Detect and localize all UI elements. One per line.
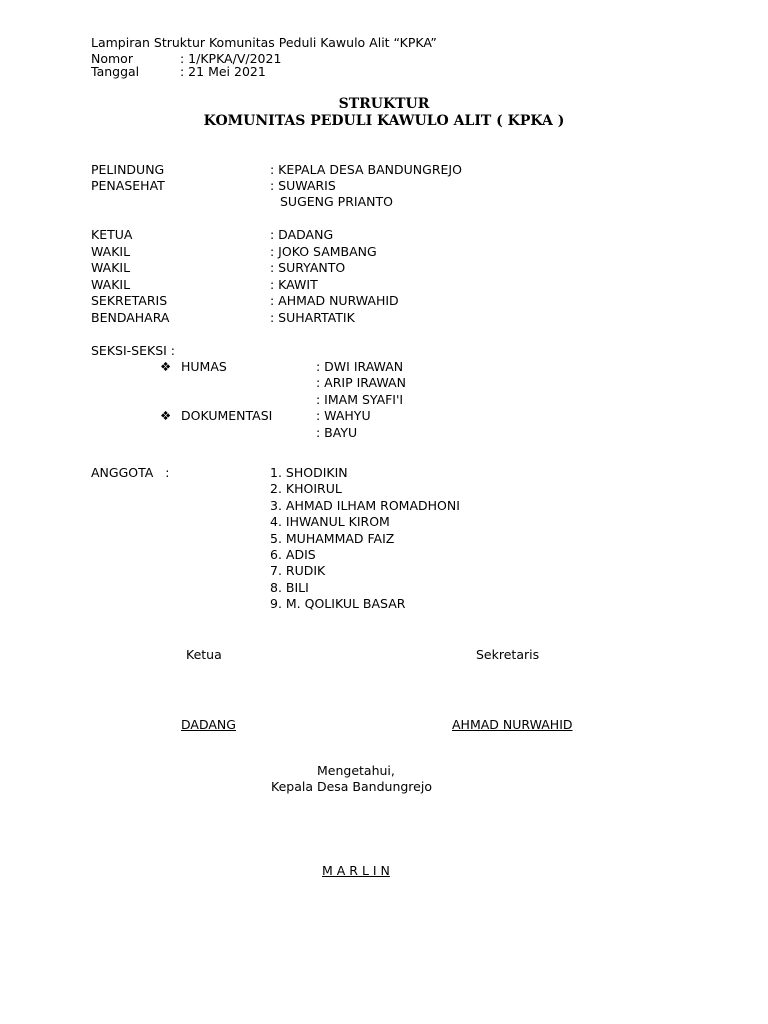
humas-member: : DWI IRAWAN <box>316 359 404 374</box>
anggota-item: 7. RUDIK <box>270 563 326 578</box>
title-line2: KOMUNITAS PEDULI KAWULO ALIT ( KPKA ) <box>203 113 565 129</box>
sekretaris-label: SEKRETARIS <box>91 293 168 308</box>
sekretaris-value: : AHMAD NURWAHID <box>270 293 399 308</box>
anggota-item: 8. BILI <box>270 580 309 595</box>
humas-member: : ARIP IRAWAN <box>316 375 406 390</box>
anggota-item: 4. IHWANUL KIROM <box>270 514 390 529</box>
ketua-signature-title: Ketua <box>186 647 222 662</box>
tanggal-label: Tanggal <box>91 64 140 79</box>
nomor-value: : 1/KPKA/V/2021 <box>180 51 282 66</box>
title-line1: STRUKTUR <box>338 96 430 112</box>
lampiran-line: Lampiran Struktur Komunitas Peduli Kawulo Alit “KPKA” <box>91 35 437 50</box>
wakil1-value: : JOKO SAMBANG <box>270 244 377 259</box>
penasehat-label: PENASEHAT <box>91 178 165 193</box>
anggota-item: 1. SHODIKIN <box>270 465 348 480</box>
sekretaris-signature-name: AHMAD NURWAHID <box>452 717 573 732</box>
anggota-item: 2. KHOIRUL <box>270 481 342 496</box>
kades-title: Kepala Desa Bandungrejo <box>271 779 432 794</box>
dokumentasi-member: : BAYU <box>316 425 358 440</box>
pelindung-label: PELINDUNG <box>91 162 165 177</box>
bullet-icon: ❖ <box>160 408 172 423</box>
ketua-value: : DADANG <box>270 227 334 242</box>
penasehat-value-1: : SUWARIS <box>270 178 336 193</box>
anggota-item: 3. AHMAD ILHAM ROMADHONI <box>270 498 460 513</box>
dokumentasi-label: DOKUMENTASI <box>181 408 273 423</box>
wakil3-label: WAKIL <box>91 277 131 292</box>
pelindung-value: : KEPALA DESA BANDUNGREJO <box>270 162 462 177</box>
tanggal-value: : 21 Mei 2021 <box>180 64 266 79</box>
bendahara-value: : SUHARTATIK <box>270 310 355 325</box>
bullet-icon: ❖ <box>160 359 172 374</box>
wakil2-value: : SURYANTO <box>270 260 346 275</box>
dokumentasi-member: : WAHYU <box>316 408 371 423</box>
penasehat-value-2: SUGENG PRIANTO <box>280 194 393 209</box>
sekretaris-signature-title: Sekretaris <box>476 647 540 662</box>
anggota-item: 5. MUHAMMAD FAIZ <box>270 531 395 546</box>
wakil2-label: WAKIL <box>91 260 131 275</box>
anggota-item: 9. M. QOLIKUL BASAR <box>270 596 406 611</box>
bendahara-label: BENDAHARA <box>91 310 170 325</box>
nomor-label: Nomor <box>91 51 133 66</box>
mengetahui-text: Mengetahui, <box>317 763 395 778</box>
ketua-label: KETUA <box>91 227 133 242</box>
seksi-heading: SEKSI-SEKSI : <box>91 343 175 358</box>
humas-member: : IMAM SYAFI'I <box>316 392 404 407</box>
anggota-label: ANGGOTA : <box>91 465 170 480</box>
humas-label: HUMAS <box>181 359 227 374</box>
ketua-signature-name: DADANG <box>181 717 236 732</box>
wakil1-label: WAKIL <box>91 244 131 259</box>
wakil3-value: : KAWIT <box>270 277 318 292</box>
anggota-item: 6. ADIS <box>270 547 316 562</box>
kades-signature-name: M A R L I N <box>322 863 390 878</box>
